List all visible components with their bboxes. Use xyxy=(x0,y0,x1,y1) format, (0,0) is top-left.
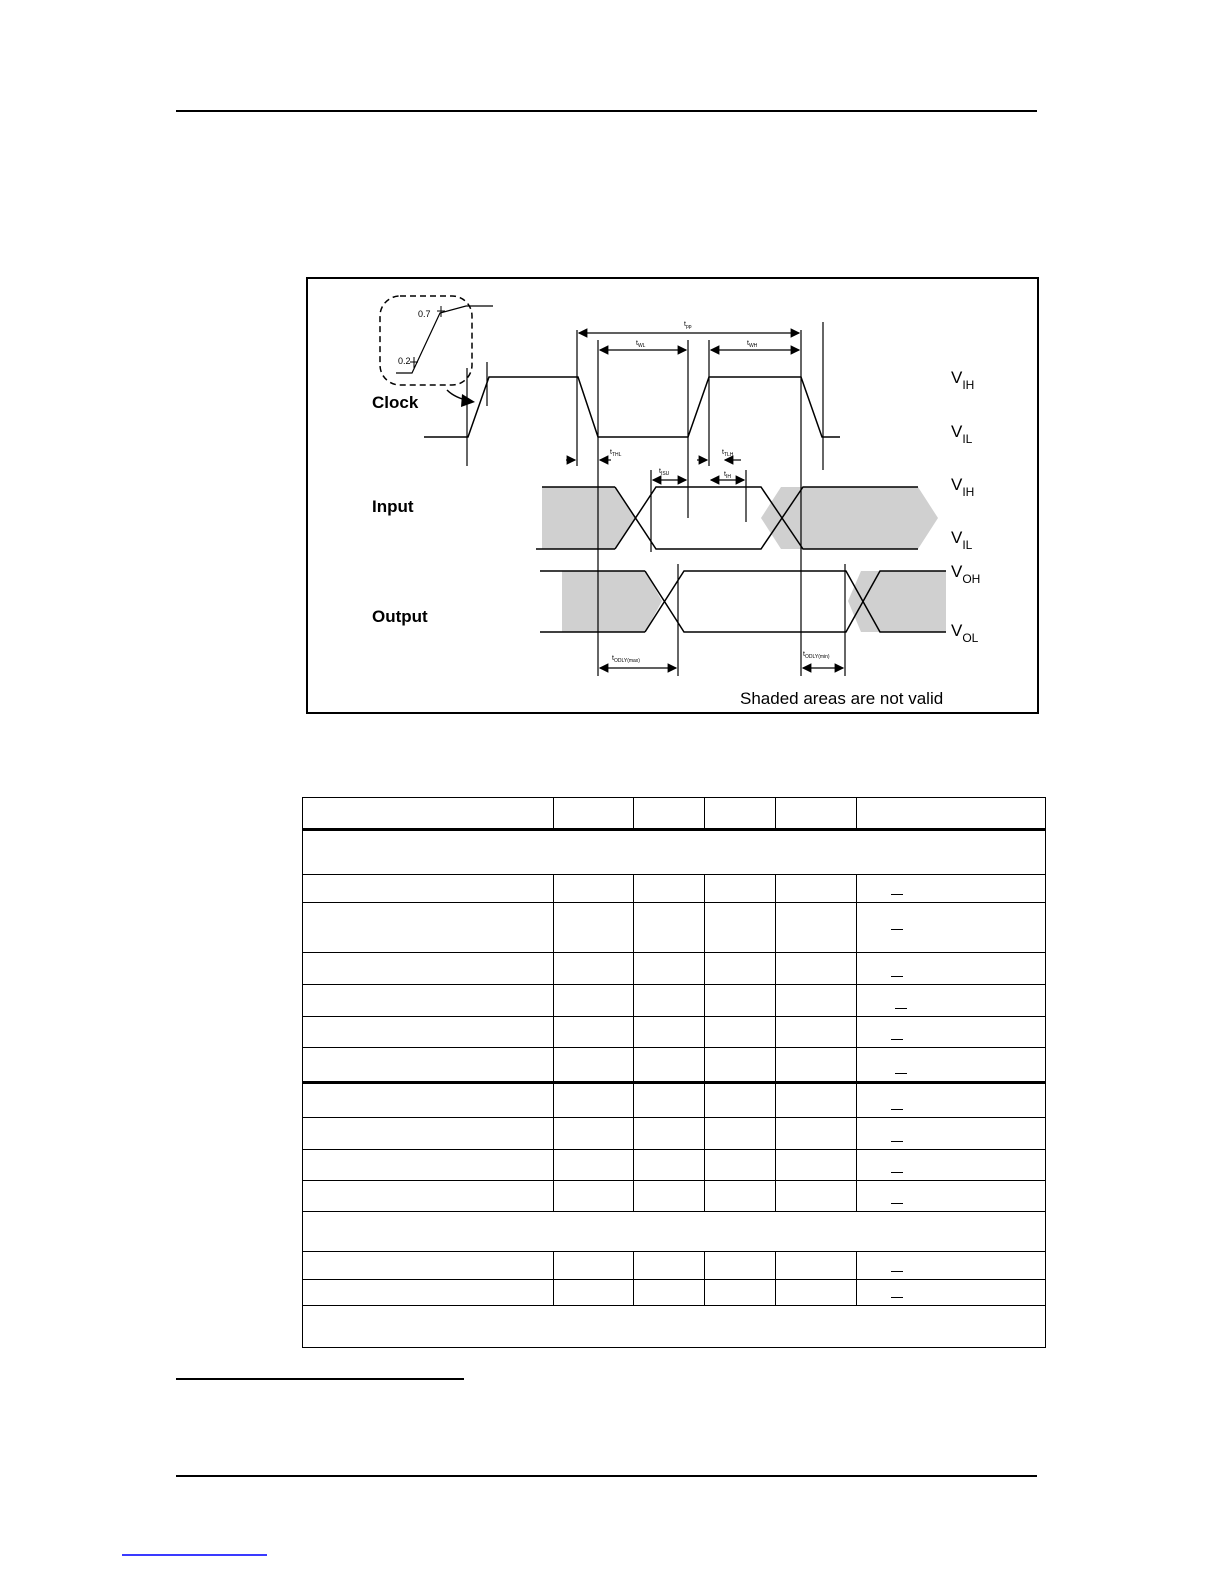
table-cell xyxy=(776,1252,857,1280)
table-cell xyxy=(705,1252,776,1280)
table-cell xyxy=(776,985,857,1017)
table-cell xyxy=(857,1280,1046,1306)
table-footer-row xyxy=(303,1306,1046,1348)
table-row xyxy=(303,1118,1046,1150)
input-shade-right xyxy=(761,487,938,549)
table-row xyxy=(303,1083,1046,1118)
table-cell xyxy=(554,903,634,953)
level-label-clock-vil: $V_{IL}$ xyxy=(951,422,973,446)
table-cell xyxy=(634,1017,705,1048)
table-cell xyxy=(705,1083,776,1118)
table-cell xyxy=(554,1181,634,1212)
table-row xyxy=(303,1017,1046,1048)
table-section-row xyxy=(303,830,1046,875)
table-cell xyxy=(776,953,857,985)
underscore-mark xyxy=(895,1008,907,1010)
table-row xyxy=(303,1048,1046,1083)
table-cell xyxy=(303,1083,554,1118)
table-cell xyxy=(634,903,705,953)
table-row xyxy=(303,985,1046,1017)
signal-label-input: Input xyxy=(372,497,414,516)
table-cell xyxy=(857,798,1046,830)
table-cell xyxy=(776,1118,857,1150)
table-cell xyxy=(634,1280,705,1306)
underscore-mark xyxy=(895,1073,907,1075)
table-cell xyxy=(705,1017,776,1048)
table-cell xyxy=(857,875,1046,903)
underscore-mark xyxy=(891,976,903,978)
table-cell xyxy=(303,1306,1046,1348)
underscore-mark xyxy=(891,1297,903,1299)
shaded-note: Shaded areas are not valid xyxy=(740,689,944,708)
table-cell xyxy=(776,798,857,830)
table-cell xyxy=(705,798,776,830)
table-row xyxy=(303,1150,1046,1181)
underscore-mark xyxy=(891,1203,903,1205)
table-cell xyxy=(634,1252,705,1280)
table-cell xyxy=(303,1252,554,1280)
table-cell xyxy=(634,1083,705,1118)
table-cell xyxy=(776,1017,857,1048)
table-cell xyxy=(776,903,857,953)
tih-label: $t_{IH}$ xyxy=(724,471,731,480)
table-cell xyxy=(634,875,705,903)
table-cell xyxy=(705,1181,776,1212)
level-label-voh: $V_{OH}$ xyxy=(951,562,981,586)
todly-min-label: $t_{ODLY(min)}$ xyxy=(803,651,830,660)
table-cell xyxy=(303,903,554,953)
table-cell xyxy=(857,1118,1046,1150)
table-cell xyxy=(303,1017,554,1048)
level-label-input-vil: $V_{IL}$ xyxy=(951,528,973,552)
table-cell xyxy=(857,1017,1046,1048)
table-cell xyxy=(554,953,634,985)
table-cell xyxy=(857,903,1046,953)
level-label-vol: $V_{OL}$ xyxy=(951,621,979,645)
table-cell xyxy=(857,1150,1046,1181)
table-cell xyxy=(303,985,554,1017)
table-cell xyxy=(303,1150,554,1181)
table-cell xyxy=(554,1083,634,1118)
table-cell xyxy=(554,985,634,1017)
table-cell xyxy=(776,1181,857,1212)
table-cell xyxy=(634,1118,705,1150)
table-cell xyxy=(554,1252,634,1280)
twh-label: $t_{WH}$ xyxy=(747,340,758,349)
table-cell xyxy=(554,1048,634,1083)
table-cell xyxy=(705,1280,776,1306)
level-label-input-vih: $V_{IH}$ xyxy=(951,475,975,499)
shaded-areas xyxy=(542,487,946,632)
table-cell xyxy=(776,1280,857,1306)
table-cell xyxy=(554,1118,634,1150)
table-cell xyxy=(303,1048,554,1083)
underscore-mark xyxy=(891,1141,903,1143)
table-header-row xyxy=(303,798,1046,830)
timing-table xyxy=(302,797,1046,1348)
zoom-ramp xyxy=(396,306,493,373)
table-cell xyxy=(554,875,634,903)
table-row xyxy=(303,903,1046,953)
table-cell xyxy=(705,903,776,953)
table-cell xyxy=(857,1083,1046,1118)
underscore-mark xyxy=(891,929,903,931)
table-cell xyxy=(776,1048,857,1083)
signal-label-output: Output xyxy=(372,607,428,626)
table-cell xyxy=(554,1280,634,1306)
table-cell xyxy=(857,953,1046,985)
footer-link-underline[interactable] xyxy=(122,1554,267,1556)
table-cell xyxy=(303,830,1046,875)
table-cell xyxy=(303,1280,554,1306)
table-cell xyxy=(634,1181,705,1212)
table-cell xyxy=(705,1118,776,1150)
table-cell xyxy=(303,875,554,903)
table-cell xyxy=(554,1017,634,1048)
table-cell xyxy=(554,1150,634,1181)
footer-rule xyxy=(176,1475,1037,1477)
table-row xyxy=(303,1181,1046,1212)
table-cell xyxy=(857,1048,1046,1083)
table-cell xyxy=(776,1083,857,1118)
table-cell xyxy=(705,875,776,903)
table-cell xyxy=(776,875,857,903)
table-row xyxy=(303,1280,1046,1306)
output-shade-left xyxy=(562,571,662,632)
underscore-mark xyxy=(891,894,903,896)
table-cell xyxy=(705,953,776,985)
table-row xyxy=(303,1252,1046,1280)
table-cell xyxy=(303,1118,554,1150)
footnote-rule xyxy=(176,1378,464,1380)
table-cell xyxy=(634,798,705,830)
underscore-mark xyxy=(891,1172,903,1174)
twl-label: $t_{WL}$ xyxy=(636,340,646,349)
table-row xyxy=(303,875,1046,903)
ttlh-label: $t_{TLH}$ xyxy=(722,449,734,458)
table-cell xyxy=(857,1181,1046,1212)
table-cell xyxy=(303,1181,554,1212)
table-cell xyxy=(634,1048,705,1083)
underscore-mark xyxy=(891,1109,903,1111)
table-cell xyxy=(705,1048,776,1083)
table-cell xyxy=(303,1212,1046,1252)
table-cell xyxy=(634,953,705,985)
table-row xyxy=(303,953,1046,985)
tisu-label: $t_{ISU}$ xyxy=(659,468,670,477)
table-cell xyxy=(776,1150,857,1181)
underscore-mark xyxy=(891,1039,903,1041)
table-cell xyxy=(705,985,776,1017)
table-cell xyxy=(634,985,705,1017)
table-section-row xyxy=(303,1212,1046,1252)
timing-diagram xyxy=(0,0,1224,760)
table-cell xyxy=(857,985,1046,1017)
level-label-clock-vih: $V_{IH}$ xyxy=(951,368,975,392)
tpp-label: $t_{pp}$ xyxy=(684,321,692,330)
zoom-level-high: 0.7 xyxy=(418,309,431,319)
todly-max-label: $t_{ODLY(max)}$ xyxy=(612,655,640,664)
table-cell xyxy=(303,953,554,985)
table-cell xyxy=(705,1150,776,1181)
table-cell xyxy=(857,1252,1046,1280)
table-cell xyxy=(634,1150,705,1181)
tthl-label: $t_{THL}$ xyxy=(610,449,622,458)
signal-label-clock: Clock xyxy=(372,393,419,412)
table-cell xyxy=(554,798,634,830)
underscore-mark xyxy=(891,1271,903,1273)
table-cell xyxy=(303,798,554,830)
zoom-level-low: 0.2 xyxy=(398,356,411,366)
